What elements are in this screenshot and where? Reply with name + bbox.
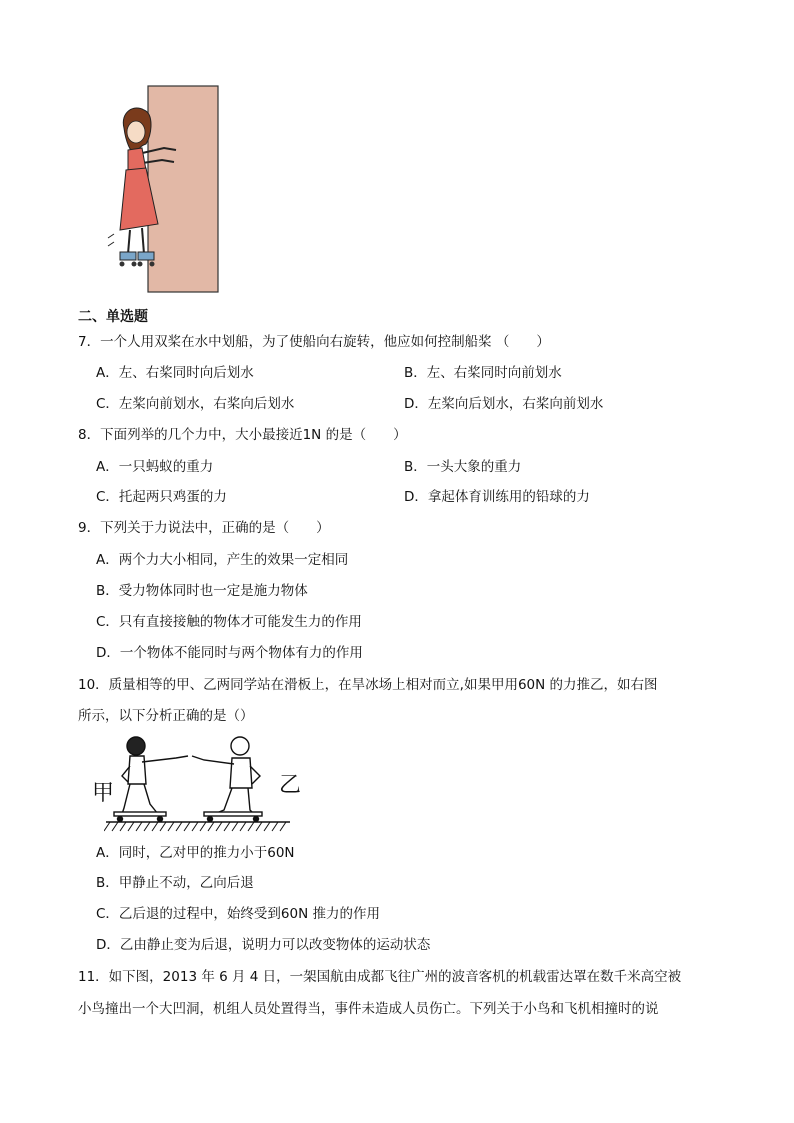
question-8-option-c[interactable]: C．托起两只鸡蛋的力 <box>96 489 227 505</box>
question-10-option-c[interactable]: C．乙后退的过程中，始终受到60N 推力的作用 <box>96 906 380 922</box>
question-8-option-a[interactable]: A．一只蚂蚁的重力 <box>96 459 214 475</box>
student-jia <box>114 737 188 822</box>
question-10-option-d[interactable]: D．乙由静止变为后退，说明力可以改变物体的运动状态 <box>96 937 431 953</box>
wall <box>148 86 218 292</box>
question-9-option-b[interactable]: B．受力物体同时也一定是施力物体 <box>96 583 308 599</box>
two-students-skateboard-figure <box>104 732 292 836</box>
question-10-stem-line2: 所示，以下分析正确的是（） <box>78 708 254 724</box>
question-8-stem: 8．下面列举的几个力中，大小最接近1N 的是（ ） <box>78 427 407 443</box>
question-11-stem-line2: 小鸟撞出一个大凹洞，机组人员处置得当，事件未造成人员伤亡。下列关于小鸟和飞机相撞时的说 <box>78 1001 659 1017</box>
figure-label-yi: 乙 <box>279 773 302 798</box>
question-10-stem-line1: 10．质量相等的甲、乙两同学站在滑板上，在旱冰场上相对而立,如果甲用60N 的力推乙，如右图 <box>78 677 658 693</box>
question-11-stem-line1: 11．如下图，2013 年 6 月 4 日，一架国航由成都飞往广州的波音客机的机载雷达罩在数千米高空被 <box>78 969 682 985</box>
face <box>127 121 145 143</box>
question-9-option-c[interactable]: C．只有直接接触的物体才可能发生力的作用 <box>96 614 362 630</box>
question-9-stem: 9．下列关于力说法中，正确的是（ ） <box>78 520 330 536</box>
student-yi <box>192 737 262 822</box>
question-10-option-b[interactable]: B．甲静止不动，乙向后退 <box>96 875 254 891</box>
question-9-option-a[interactable]: A．两个力大小相同，产生的效果一定相同 <box>96 552 349 568</box>
question-10-option-a[interactable]: A．同时，乙对甲的推力小于60N <box>96 845 295 861</box>
roller-skate-right <box>138 252 154 260</box>
question-7-stem: 7．一个人用双桨在水中划船，为了使船向右旋转，他应如何控制船桨 （ ） <box>78 334 550 350</box>
question-7-option-b[interactable]: B．左、右桨同时向前划水 <box>404 365 562 381</box>
figure-label-jia: 甲 <box>92 781 115 806</box>
roller-skate-left <box>120 252 136 260</box>
question-7-option-a[interactable]: A．左、右桨同时向后划水 <box>96 365 254 381</box>
section-title: 二、单选题 <box>78 309 148 325</box>
question-8-option-d[interactable]: D．拿起体育训练用的铅球的力 <box>404 489 590 505</box>
question-8-option-b[interactable]: B．一头大象的重力 <box>404 459 522 475</box>
question-7-option-d[interactable]: D．左桨向后划水，右桨向前划水 <box>404 396 604 412</box>
question-7-option-c[interactable]: C．左桨向前划水，右桨向后划水 <box>96 396 295 412</box>
question-9-option-d[interactable]: D．一个物体不能同时与两个物体有力的作用 <box>96 645 363 661</box>
girl-pushing-wall-figure <box>106 84 222 296</box>
